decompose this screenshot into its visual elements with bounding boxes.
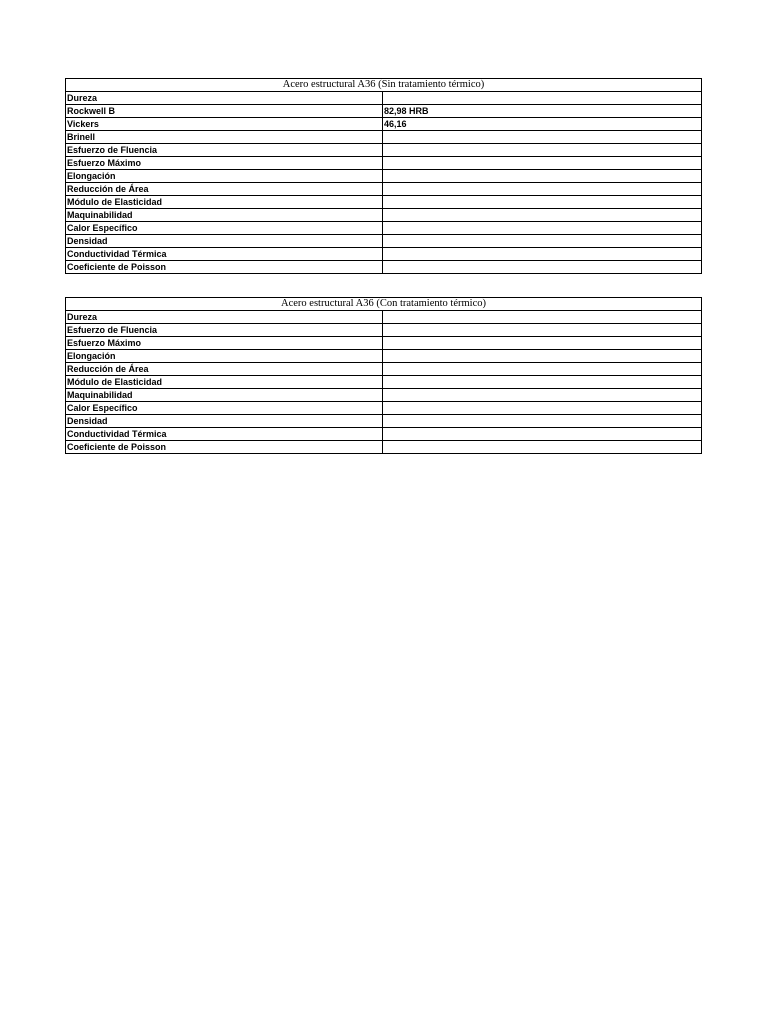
- property-value-cell[interactable]: [383, 131, 702, 144]
- property-label-cell: Dureza: [66, 311, 383, 324]
- property-value-cell[interactable]: [383, 92, 702, 105]
- property-label-cell: Elongación: [66, 350, 383, 363]
- table-row: [66, 337, 702, 350]
- properties-table-treated: [65, 297, 702, 454]
- property-value-cell[interactable]: [383, 402, 702, 415]
- property-label-cell: Dureza: [66, 92, 383, 105]
- property-value-cell[interactable]: [383, 196, 702, 209]
- property-value-cell[interactable]: [383, 428, 702, 441]
- property-value-cell[interactable]: [383, 350, 702, 363]
- table-row: [66, 428, 702, 441]
- property-value-cell[interactable]: [383, 363, 702, 376]
- property-value-cell[interactable]: 82,98 HRB: [383, 105, 702, 118]
- property-value-cell[interactable]: [383, 209, 702, 222]
- table-body: [66, 92, 702, 274]
- table-row: [66, 248, 702, 261]
- property-label-cell: Módulo de Elasticidad: [66, 196, 383, 209]
- property-value-cell[interactable]: [383, 170, 702, 183]
- property-label-cell: Calor Específico: [66, 402, 383, 415]
- property-value-cell[interactable]: [383, 376, 702, 389]
- property-value-cell[interactable]: [383, 311, 702, 324]
- table-row: [66, 92, 702, 105]
- property-label-cell: Conductividad Térmica: [66, 428, 383, 441]
- table-row: [66, 222, 702, 235]
- table-row: [66, 157, 702, 170]
- property-value-cell[interactable]: [383, 183, 702, 196]
- table-row: [66, 144, 702, 157]
- table-row: [66, 415, 702, 428]
- table-row: [66, 389, 702, 402]
- table-title-row: [66, 79, 702, 92]
- table-title-row: [66, 298, 702, 311]
- table-row: [66, 131, 702, 144]
- table-body: [66, 311, 702, 454]
- property-label-cell: Vickers: [66, 118, 383, 131]
- property-label-cell: Reducción de Área: [66, 363, 383, 376]
- property-label-cell: Brinell: [66, 131, 383, 144]
- property-label-cell: Esfuerzo de Fluencia: [66, 144, 383, 157]
- property-label-cell: Conductividad Térmica: [66, 248, 383, 261]
- table-row: [66, 235, 702, 248]
- property-value-cell[interactable]: [383, 324, 702, 337]
- table-title: Acero estructural A36 (Sin tratamiento térmico): [66, 79, 702, 92]
- property-label-cell: Rockwell B: [66, 105, 383, 118]
- property-value-cell[interactable]: [383, 248, 702, 261]
- table-row: [66, 441, 702, 454]
- table-title: Acero estructural A36 (Con tratamiento térmico): [66, 298, 702, 311]
- property-label-cell: Reducción de Área: [66, 183, 383, 196]
- property-label-cell: Coeficiente de Poisson: [66, 441, 383, 454]
- property-value-cell[interactable]: [383, 222, 702, 235]
- table-row: [66, 311, 702, 324]
- property-label-cell: Esfuerzo Máximo: [66, 157, 383, 170]
- property-label-cell: Densidad: [66, 415, 383, 428]
- table-row: [66, 324, 702, 337]
- property-label-cell: Esfuerzo de Fluencia: [66, 324, 383, 337]
- property-value-cell[interactable]: [383, 157, 702, 170]
- property-value-cell[interactable]: [383, 144, 702, 157]
- table-row: [66, 402, 702, 415]
- property-value-cell[interactable]: [383, 415, 702, 428]
- property-label-cell: Esfuerzo Máximo: [66, 337, 383, 350]
- property-value-cell[interactable]: [383, 261, 702, 274]
- property-label-cell: Elongación: [66, 170, 383, 183]
- property-label-cell: Maquinabilidad: [66, 209, 383, 222]
- table-row: [66, 363, 702, 376]
- property-value-cell[interactable]: [383, 389, 702, 402]
- property-label-cell: Coeficiente de Poisson: [66, 261, 383, 274]
- table-row: [66, 105, 702, 118]
- table-row: [66, 170, 702, 183]
- table-row: [66, 261, 702, 274]
- property-value-cell[interactable]: 46,16: [383, 118, 702, 131]
- property-label-cell: Densidad: [66, 235, 383, 248]
- properties-table-untreated: [65, 78, 702, 274]
- property-value-cell[interactable]: [383, 235, 702, 248]
- table-row: [66, 376, 702, 389]
- table-row: [66, 209, 702, 222]
- property-value-cell[interactable]: [383, 337, 702, 350]
- property-label-cell: Maquinabilidad: [66, 389, 383, 402]
- table-row: [66, 183, 702, 196]
- table-row: [66, 196, 702, 209]
- property-label-cell: Calor Específico: [66, 222, 383, 235]
- property-label-cell: Módulo de Elasticidad: [66, 376, 383, 389]
- property-value-cell[interactable]: [383, 441, 702, 454]
- table-row: [66, 350, 702, 363]
- table-row: [66, 118, 702, 131]
